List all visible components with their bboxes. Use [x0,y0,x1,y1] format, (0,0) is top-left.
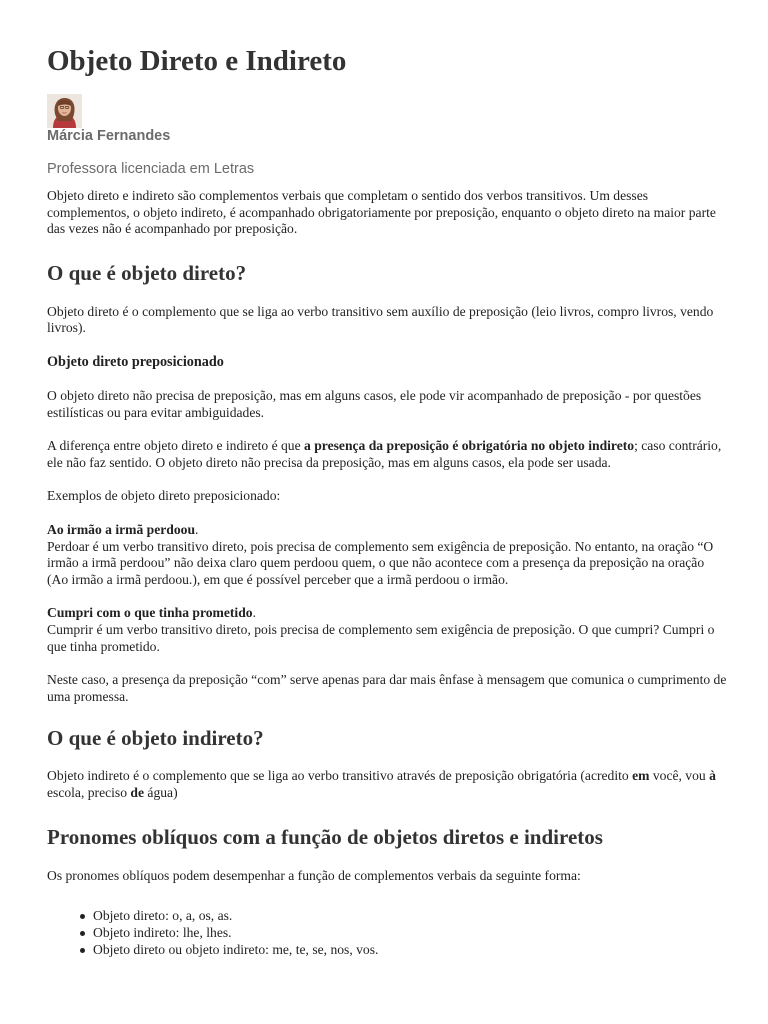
difference-paragraph [47,438,727,471]
difference-emphasis: a presença da preposição é obrigatória no objeto indireto [304,438,635,454]
section-heading-indirect-object: O que é objeto indireto? [47,726,264,751]
preposition-a: à [709,768,716,784]
example-1: Ao irmão a irmã perdoou. Perdoar é um verbo transitivo direto, pois precisa de complemento sem exigência de preposição. No entanto, na oração “O irmão a irmã perdoou” não deixa claro quem perdoou quem, o que não acontece com a presença da preposição na oração (Ao irmão a irmã perdoou.), em que é possível perceber que a irmã perdoou o irmão. [47,521,714,587]
pronoun-list [47,907,727,958]
page-title: Objeto Direto e Indireto [47,45,347,77]
indirect-definition-start: Objeto indireto é o complemento que se liga ao verbo transitivo através de preposição obrigatória (acredito [47,768,633,784]
direct-object-definition: Objeto direto é o complemento que se liga ao verbo transitivo sem auxílio de preposição (leio livros, compro livros, vendo livros). [47,303,714,336]
intro-paragraph: Objeto direto e indireto são complementos verbais que completam o sentido dos verbos transitivos. Um desses complementos, o objeto indireto, é acompanhado obrigatoriamente por preposição, enquanto o objeto direto na maior parte das vezes não é acompanhado por preposição. [47,188,716,237]
avatar [47,94,82,128]
prepositional-paragraph: O objeto direto não precisa de preposição, mas em alguns casos, ele pode vir acompanhado de preposição - por questões estilísticas ou para evitar ambiguidades. [47,387,702,420]
list-item: Objeto direto: o, a, os, as. [93,907,727,924]
indirect-definition-mid-2: escola, preciso [47,784,131,800]
list-item: Objeto direto ou objeto indireto: me, te, se, nos, vos. [93,941,727,958]
example-1-explanation: Perdoar é um verbo transitivo direto, pois precisa de complemento sem exigência de preposição. No entanto, na oração “O irmão a irmã perdoou” não deixa claro quem perdoou quem, o que não acontece com a presença da preposição na oração (Ao irmão a irmã perdoou.), em que é possível perceber que a irmã perdoou o irmão. [47,538,714,587]
difference-text-end: ; caso contrário, ele não faz sentido. O objeto direto não precisa da preposição, mas em alguns casos, ela pode ser usada. [47,438,722,470]
author-photo [47,94,82,128]
example-2: Cumpri com o que tinha prometido. Cumprir é um verbo transitivo direto, pois precisa de complemento sem exigência de preposição. O que cumpri? Cumpri o que tinha prometido. [47,605,715,654]
author-role: Professora licenciada em Letras [47,161,255,177]
article-body [47,188,727,958]
list-item: Objeto indireto: lhe, lhes. [93,924,727,941]
indirect-definition-end: água) [144,784,178,800]
example-1-sentence: Ao irmão a irmã perdoou [47,521,196,537]
indirect-object-definition [47,768,727,801]
preposition-de: de [130,784,145,800]
preposition-em: em [632,768,650,784]
author-name: Márcia Fernandes [47,128,171,144]
section-heading-oblique-pronouns: Pronomes oblíquos com a função de objetos diretos e indiretos [47,825,603,850]
section-heading-direct-object: O que é objeto direto? [47,260,247,285]
example-2-explanation: Cumprir é um verbo transitivo direto, pois precisa de complemento sem exigência de preposição. O que cumpri? Cumpri o que tinha prometido. [47,621,715,654]
difference-text-start: A diferença entre objeto direto e indireto é que [47,438,305,454]
examples-intro: Exemplos de objeto direto preposicionado: [47,488,281,504]
example-2-sentence: Cumpri com o que tinha prometido [47,605,253,621]
pronouns-intro: Os pronomes oblíquos podem desempenhar a função de complementos verbais da seguinte forma: [47,868,581,884]
closing-paragraph: Neste caso, a presença da preposição “com” serve apenas para dar mais ênfase à mensagem que comunica o cumprimento de uma promessa. [47,672,727,704]
indirect-definition-mid-1: você, vou [649,768,710,784]
subheading-prepositional-direct-object: Objeto direto preposicionado [47,353,224,370]
